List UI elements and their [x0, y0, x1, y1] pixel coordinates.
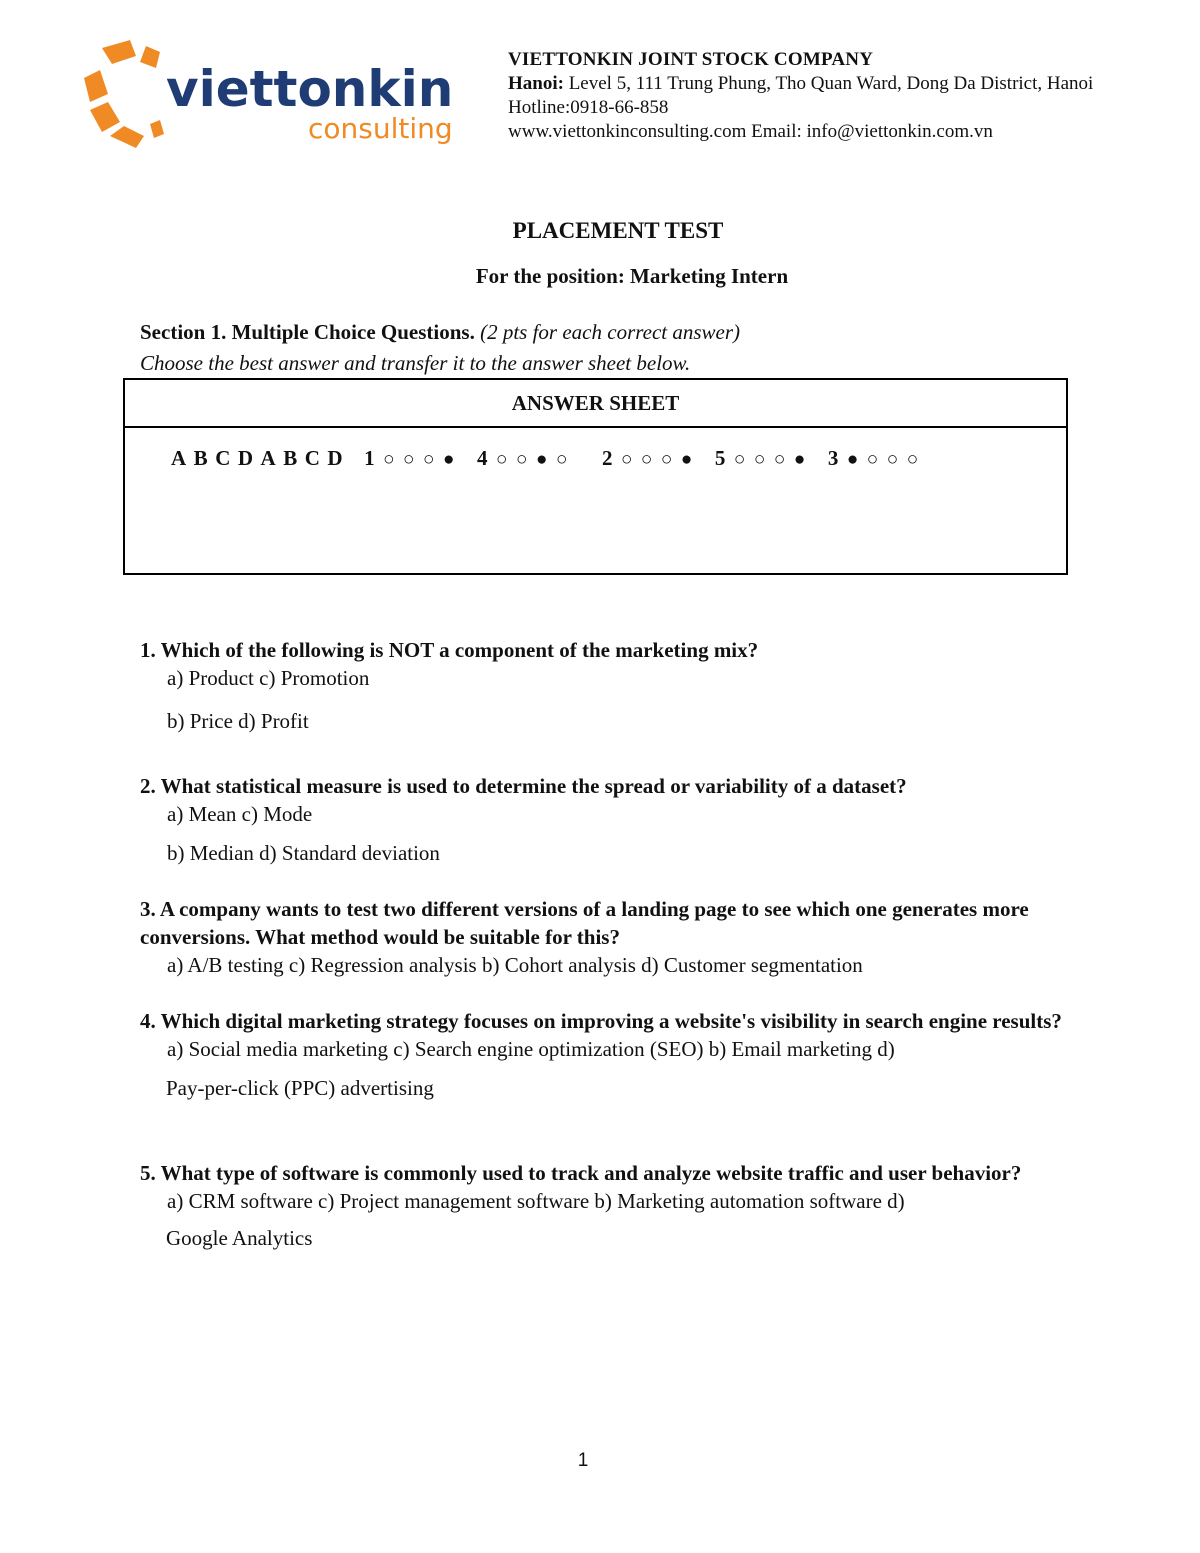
answer-letter: B [283, 446, 298, 470]
logo-wordmark: viettonkin [166, 60, 454, 118]
answer-bubble-filled[interactable]: ● [846, 449, 859, 470]
answer-question-number: 3 [827, 446, 839, 470]
answer-sheet-heading: ANSWER SHEET [125, 380, 1066, 428]
answer-bubble-empty[interactable]: ○ [620, 449, 633, 470]
question-text: 5. What type of software is commonly used to track and analyze website traffic and user behavior? [140, 1161, 1022, 1185]
answer-question-number: 4 [477, 446, 488, 470]
answer-letter: D [237, 446, 254, 470]
answer-bubble-empty[interactable]: ○ [773, 449, 786, 470]
company-address [508, 72, 1093, 96]
answer-bubble-empty[interactable]: ○ [640, 449, 653, 470]
answer-letter: C [304, 446, 321, 470]
question-options: Pay-per-click (PPC) advertising [166, 1076, 434, 1100]
question-options: b) Median d) Standard deviation [167, 841, 440, 865]
answer-bubble-empty[interactable]: ○ [555, 449, 568, 470]
answer-bubble-empty[interactable]: ○ [733, 449, 746, 470]
question-text: 2. What statistical measure is used to determine the spread or variability of a dataset? [140, 774, 907, 798]
answer-bubble-empty[interactable]: ○ [423, 449, 436, 470]
answer-bubble-filled[interactable]: ● [535, 449, 548, 470]
viettonkin-logo-icon [80, 40, 480, 155]
company-logo [80, 40, 480, 155]
section-heading [140, 320, 740, 345]
answer-bubble-filled[interactable]: ● [443, 449, 455, 470]
answer-bubble-empty[interactable]: ○ [515, 449, 528, 470]
section-title: Section 1. Multiple Choice Questions. [140, 320, 475, 344]
section-instruction: Choose the best answer and transfer it to the answer sheet below. [140, 351, 691, 375]
company-name: VIETTONKIN JOINT STOCK COMPANY [508, 49, 874, 70]
question-options: a) A/B testing c) Regression analysis b) Cohort analysis d) Customer segmentation [167, 953, 863, 977]
question-options: a) Social media marketing c) Search engine optimization (SEO) b) Email marketing d) [167, 1037, 895, 1061]
answer-sheet [123, 378, 1068, 575]
address-text: Level 5, 111 Trung Phung, Tho Quan Ward, Dong Da District, Hanoi [563, 73, 1094, 94]
answer-bubble-filled[interactable]: ● [793, 449, 806, 470]
answer-question-number: 2 [601, 446, 613, 470]
answer-bubble-empty[interactable]: ○ [496, 449, 508, 470]
question-options: a) Product c) Promotion [167, 666, 370, 690]
answer-bubble-filled[interactable]: ● [680, 449, 693, 470]
answer-question-number: 1 [364, 446, 376, 470]
answer-letter: C [215, 446, 231, 470]
question-text: 1. Which of the following is NOT a component of the marketing mix? [140, 638, 759, 662]
answer-bubble-empty[interactable]: ○ [660, 449, 673, 470]
question-1 [140, 636, 1100, 735]
answer-bubble-empty[interactable]: ○ [383, 449, 396, 470]
question-options: b) Price d) Profit [167, 709, 309, 733]
company-info [508, 48, 1093, 144]
question-3 [140, 895, 1100, 979]
answer-letter: D [327, 446, 344, 470]
answer-letter: B [193, 446, 209, 470]
question-options: a) CRM software c) Project management software b) Marketing automation software d) [167, 1189, 905, 1213]
answer-sheet-row [171, 446, 927, 471]
answer-letter: A [260, 446, 277, 470]
answer-bubble-empty[interactable]: ○ [906, 449, 919, 470]
question-4 [140, 1007, 1100, 1102]
answer-groups [350, 446, 927, 471]
answer-bubble-empty[interactable]: ○ [403, 449, 416, 470]
question-5 [140, 1159, 1100, 1252]
page-number: 1 [577, 1450, 589, 1471]
question-options: Google Analytics [166, 1226, 313, 1250]
answer-question-number: 5 [714, 446, 726, 470]
answer-bubble-empty[interactable]: ○ [866, 449, 879, 470]
page-title: PLACEMENT TEST [512, 218, 724, 243]
position-subtitle: For the position: Marketing Intern [475, 264, 789, 288]
answer-letter: A [171, 446, 187, 470]
answer-bubble-empty[interactable]: ○ [886, 449, 899, 470]
question-options: a) Mean c) Mode [167, 802, 313, 826]
question-text: 3. A company wants to test two different versions of a landing page to see which one generates more conversions. What method would be suitable for this? [140, 897, 1029, 949]
company-web-email: www.viettonkinconsulting.com Email: info@viettonkin.com.vn [508, 121, 993, 142]
answer-letters [171, 446, 350, 471]
question-2 [140, 772, 1100, 867]
section-points: (2 pts for each correct answer) [480, 320, 741, 344]
answer-bubble-empty[interactable]: ○ [753, 449, 766, 470]
logo-tagline: consulting [308, 112, 453, 145]
company-hotline: Hotline:0918-66-858 [508, 97, 669, 118]
question-text: 4. Which digital marketing strategy focuses on improving a website's visibility in search engine results? [140, 1009, 1062, 1033]
address-label: Hanoi: [508, 73, 564, 94]
